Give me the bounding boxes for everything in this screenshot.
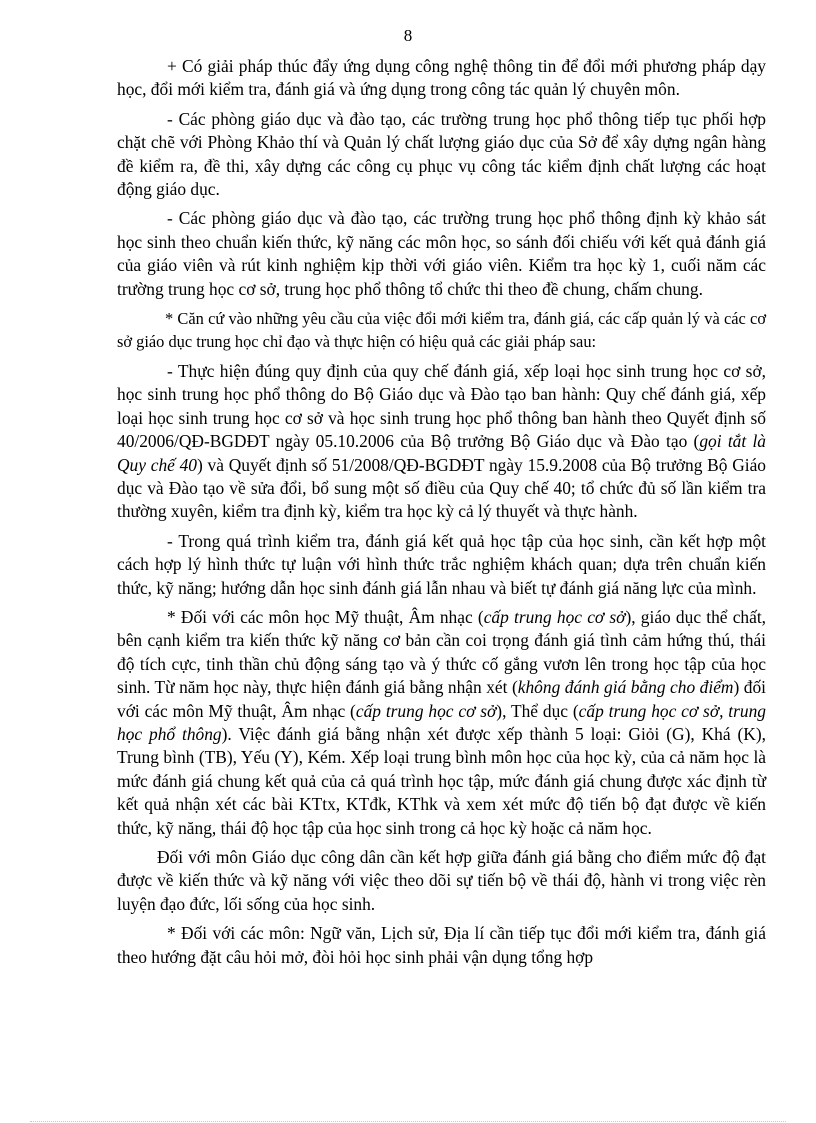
- page-bottom-rule: [30, 1121, 786, 1122]
- paragraph: [117, 360, 766, 524]
- text-run: - Các phòng giáo dục và đào tạo, các trường trung học phổ thông định kỳ khảo sát học sinh theo chuẩn kiến thức, kỹ năng các môn học, so sánh đối chiếu với kết quả đánh giá của giáo viên và rút kinh nghiệm kịp thời với giáo viên. Kiểm tra học kỳ 1, cuối năm các trường trung học cơ sở, trung học phổ thông tổ chức thi theo đề chung, chấm chung.: [117, 208, 766, 299]
- text-run: + Có giải pháp thúc đẩy ứng dụng công nghệ thông tin để đổi mới phương pháp dạy học, đổi mới kiểm tra, đánh giá và ứng dụng trong công tác quản lý chuyên môn.: [117, 56, 766, 100]
- text-run: * Đối với các môn: Ngữ văn, Lịch sử, Địa lí cần tiếp tục đổi mới kiểm tra, đánh giá theo hướng đặt câu hỏi mở, đòi hỏi học sinh phải vận dụng tổng hợp: [117, 923, 766, 967]
- paragraph: [117, 530, 766, 600]
- text-run: ) đối với các môn Mỹ thuật, Âm nhạc (: [117, 677, 766, 721]
- paragraph: [117, 846, 766, 916]
- paragraph: [117, 207, 766, 301]
- italic-text: cấp trung học cơ sở: [483, 606, 626, 627]
- paragraph: [117, 108, 766, 202]
- text-run: * Căn cứ vào những yêu cầu của việc đổi mới kiểm tra, đánh giá, các cấp quản lý và các cơ sở giáo dục trung học chỉ đạo và thực hiện có hiệu quả các giải pháp sau:: [117, 309, 766, 352]
- paragraph: [117, 922, 766, 969]
- text-run: - Các phòng giáo dục và đào tạo, các trường trung học phổ thông tiếp tục phối hợp chặt chẽ với Phòng Khảo thí và Quản lý chất lượng giáo dục của Sở để xây dựng ngân hàng đề kiểm ra, đề thi, xây dựng các công cụ phục vụ công tác kiểm định chất lượng các hoạt động giáo dục.: [117, 108, 766, 200]
- text-run: Đối với môn Giáo dục công dân cần kết hợp giữa đánh giá bằng cho điểm mức độ đạt được về kiến thức và kỹ năng với việc theo dõi sự tiến bộ về thái độ, hành vi trong việc rèn luyện đạo đức, lối sống của học sinh.: [117, 847, 766, 914]
- text-run: * Đối với các môn học Mỹ thuật, Âm nhạc (: [167, 606, 484, 627]
- text-run: - Trong quá trình kiểm tra, đánh giá kết quả học tập của học sinh, cần kết hợp một cách hợp lý hình thức tự luận với hình thức trắc nghiệm khách quan; dựa trên chuẩn kiến thức, kỹ năng; hướng dẫn học sinh đánh giá lẫn nhau và biết tự đánh giá năng lực của mình.: [117, 530, 766, 598]
- page-number: 8: [403, 26, 413, 45]
- text-run: ) và Quyết định số 51/2008/QĐ-BGDĐT ngày 15.9.2008 của Bộ trưởng Bộ Giáo dục và Đào tạo về sửa đổi, bổ sung một số điều của Quy chế 40; tổ chức đủ số lần kiểm tra thường xuyên, kiểm tra định kỳ, kiểm tra học kỳ cả lý thuyết và thực hành.: [117, 454, 766, 522]
- italic-text: cấp trung học cơ sở: [355, 700, 497, 721]
- italic-text: cấp trung học cơ sở, trung học phổ thông: [117, 700, 766, 744]
- text-run: - Thực hiện đúng quy định của quy chế đánh giá, xếp loại học sinh trung học cơ sở, học sinh trung học phổ thông do Bộ Giáo dục và Đào tạo ban hành: Quy chế đánh giá, xếp loại học sinh trung học cơ sở và học sinh trung học phổ thông ban hành theo Quyết định số 40/2006/QĐ-BGDĐT ngày 05.10.2006 của Bộ trưởng Bộ Giáo dục và Đào tạo (: [117, 360, 766, 452]
- paragraph: [117, 606, 766, 840]
- document-body: [117, 55, 766, 975]
- text-run: ), Thể dục (: [496, 700, 579, 721]
- italic-text: không đánh giá bằng cho điểm: [517, 677, 734, 698]
- paragraph: [117, 55, 766, 102]
- paragraph: [117, 307, 766, 354]
- text-run: ), giáo dục thể chất, bên cạnh kiểm tra kiến thức kỹ năng cơ bản cần coi trọng đánh giá tình cảm hứng thú, thái độ tích cực, tinh thần chủ động sáng tạo và ý thức cố gắng vươn lên trong học tập của học sinh. Từ năm học này, thực hiện đánh giá bằng nhận xét (: [117, 606, 767, 698]
- text-run: ). Việc đánh giá bằng nhận xét được xếp thành 5 loại: Giỏi (G), Khá (K), Trung bình (TB), Yếu (Y), Kém. Xếp loại trung bình môn học của học kỳ, của cả năm học là mức đánh giá chung kết quả của cả quá trình học tập, mức đánh giá chung được xác định từ kết quả nhận xét các bài KTtx, KTđk, KThk và xem xét mức độ tiến bộ đạt được về kiến thức, kỹ năng, thái độ học tập của học sinh trong cả học kỳ hoặc cả năm học.: [117, 723, 766, 838]
- italic-text: gọi tắt là Quy chế 40: [117, 431, 766, 475]
